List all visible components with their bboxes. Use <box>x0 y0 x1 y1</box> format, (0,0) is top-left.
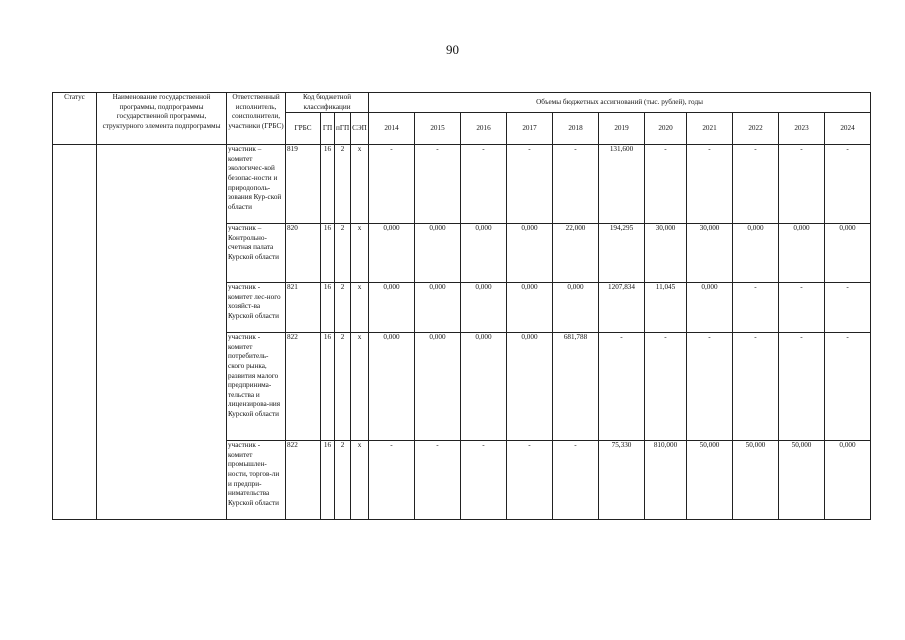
value-cell: - <box>553 145 599 224</box>
header-executor: Ответственный исполнитель, соисполнители, участники (ГРБС) <box>227 93 286 145</box>
value-cell: - <box>461 441 507 520</box>
value-cell: - <box>733 333 779 441</box>
header-year: 2022 <box>733 113 779 145</box>
value-cell: - <box>687 333 733 441</box>
value-cell: - <box>779 283 825 333</box>
gp-cell: 16 <box>321 145 335 224</box>
header-code-pgp: пГП <box>335 113 351 145</box>
value-cell: 50,000 <box>779 441 825 520</box>
header-year: 2018 <box>553 113 599 145</box>
header-amounts: Объемы бюджетных ассигнований (тыс. рублей), годы <box>369 93 871 113</box>
value-cell: 50,000 <box>687 441 733 520</box>
value-cell: 0,000 <box>415 283 461 333</box>
value-cell: 0,000 <box>461 224 507 283</box>
page-number: 90 <box>446 42 459 57</box>
value-cell: 0,000 <box>553 283 599 333</box>
header-year: 2024 <box>825 113 871 145</box>
value-cell: 194,295 <box>599 224 645 283</box>
status-cell <box>53 145 97 520</box>
value-cell: 810,000 <box>645 441 687 520</box>
value-cell: 0,000 <box>415 224 461 283</box>
executor-cell: участник – Контрольно-счетная палата Курской области <box>227 224 286 283</box>
header-year: 2021 <box>687 113 733 145</box>
value-cell: 0,000 <box>415 333 461 441</box>
value-cell: 50,000 <box>733 441 779 520</box>
value-cell: 0,000 <box>779 224 825 283</box>
value-cell: - <box>461 145 507 224</box>
value-cell: - <box>779 145 825 224</box>
value-cell: 0,000 <box>733 224 779 283</box>
value-cell: - <box>599 333 645 441</box>
value-cell: 0,000 <box>369 224 415 283</box>
header-code-grbs: ГРБС <box>286 113 321 145</box>
header-code-sep: СЭП <box>351 113 369 145</box>
value-cell: - <box>779 333 825 441</box>
executor-cell: участник - комитет потребитель-ского рынка, развития малого предпринима-тельства и лицензирова-ния Курской области <box>227 333 286 441</box>
value-cell: - <box>507 145 553 224</box>
gp-cell: 16 <box>321 333 335 441</box>
header-year: 2016 <box>461 113 507 145</box>
value-cell: 0,000 <box>461 283 507 333</box>
pgp-cell: 2 <box>335 224 351 283</box>
value-cell: 0,000 <box>507 333 553 441</box>
header-code-gp: ГП <box>321 113 335 145</box>
value-cell: 131,600 <box>599 145 645 224</box>
header-status: Статус <box>53 93 97 145</box>
value-cell: 681,788 <box>553 333 599 441</box>
grbs-cell: 822 <box>286 441 321 520</box>
header-year: 2017 <box>507 113 553 145</box>
value-cell: - <box>733 283 779 333</box>
value-cell: - <box>553 441 599 520</box>
value-cell: 30,000 <box>687 224 733 283</box>
value-cell: - <box>687 145 733 224</box>
program-name-cell <box>97 145 227 520</box>
value-cell: 0,000 <box>825 224 871 283</box>
header-budget-code: Код бюджетной классификации <box>286 93 369 113</box>
sep-cell: х <box>351 441 369 520</box>
sep-cell: х <box>351 283 369 333</box>
grbs-cell: 822 <box>286 333 321 441</box>
executor-cell: участник - комитет промышлен-ности, торгов-ли и предпри-нимательства Курской области <box>227 441 286 520</box>
header-year: 2023 <box>779 113 825 145</box>
pgp-cell: 2 <box>335 145 351 224</box>
value-cell: - <box>825 145 871 224</box>
value-cell: - <box>825 283 871 333</box>
value-cell: - <box>369 441 415 520</box>
pgp-cell: 2 <box>335 333 351 441</box>
header-year: 2019 <box>599 113 645 145</box>
executor-cell: участник – комитет экологичес-кой безопас-ности и природополь-зования Кур-ской области <box>227 145 286 224</box>
value-cell: 0,000 <box>507 283 553 333</box>
value-cell: 0,000 <box>461 333 507 441</box>
value-cell: 0,000 <box>369 283 415 333</box>
gp-cell: 16 <box>321 441 335 520</box>
value-cell: - <box>415 441 461 520</box>
value-cell: 0,000 <box>687 283 733 333</box>
sep-cell: х <box>351 224 369 283</box>
value-cell: - <box>645 333 687 441</box>
budget-table <box>52 92 871 520</box>
value-cell: 0,000 <box>369 333 415 441</box>
value-cell: 0,000 <box>825 441 871 520</box>
value-cell: 0,000 <box>507 224 553 283</box>
value-cell: 1207,834 <box>599 283 645 333</box>
value-cell: - <box>733 145 779 224</box>
value-cell: 22,000 <box>553 224 599 283</box>
value-cell: - <box>415 145 461 224</box>
header-year: 2015 <box>415 113 461 145</box>
header-name: Наименование государственной программы, подпрограммы государственной программы, структурного элемента подпрограммы <box>97 93 227 145</box>
value-cell: - <box>645 145 687 224</box>
header-year: 2020 <box>645 113 687 145</box>
sep-cell: х <box>351 333 369 441</box>
header-year: 2014 <box>369 113 415 145</box>
executor-cell: участник - комитет лес-ного хозяйст-ва Курской области <box>227 283 286 333</box>
value-cell: 30,000 <box>645 224 687 283</box>
grbs-cell: 820 <box>286 224 321 283</box>
value-cell: - <box>507 441 553 520</box>
value-cell: 75,330 <box>599 441 645 520</box>
value-cell: - <box>825 333 871 441</box>
value-cell: 11,045 <box>645 283 687 333</box>
sep-cell: х <box>351 145 369 224</box>
gp-cell: 16 <box>321 283 335 333</box>
pgp-cell: 2 <box>335 441 351 520</box>
gp-cell: 16 <box>321 224 335 283</box>
grbs-cell: 819 <box>286 145 321 224</box>
value-cell: - <box>369 145 415 224</box>
table-row <box>53 145 871 224</box>
pgp-cell: 2 <box>335 283 351 333</box>
grbs-cell: 821 <box>286 283 321 333</box>
